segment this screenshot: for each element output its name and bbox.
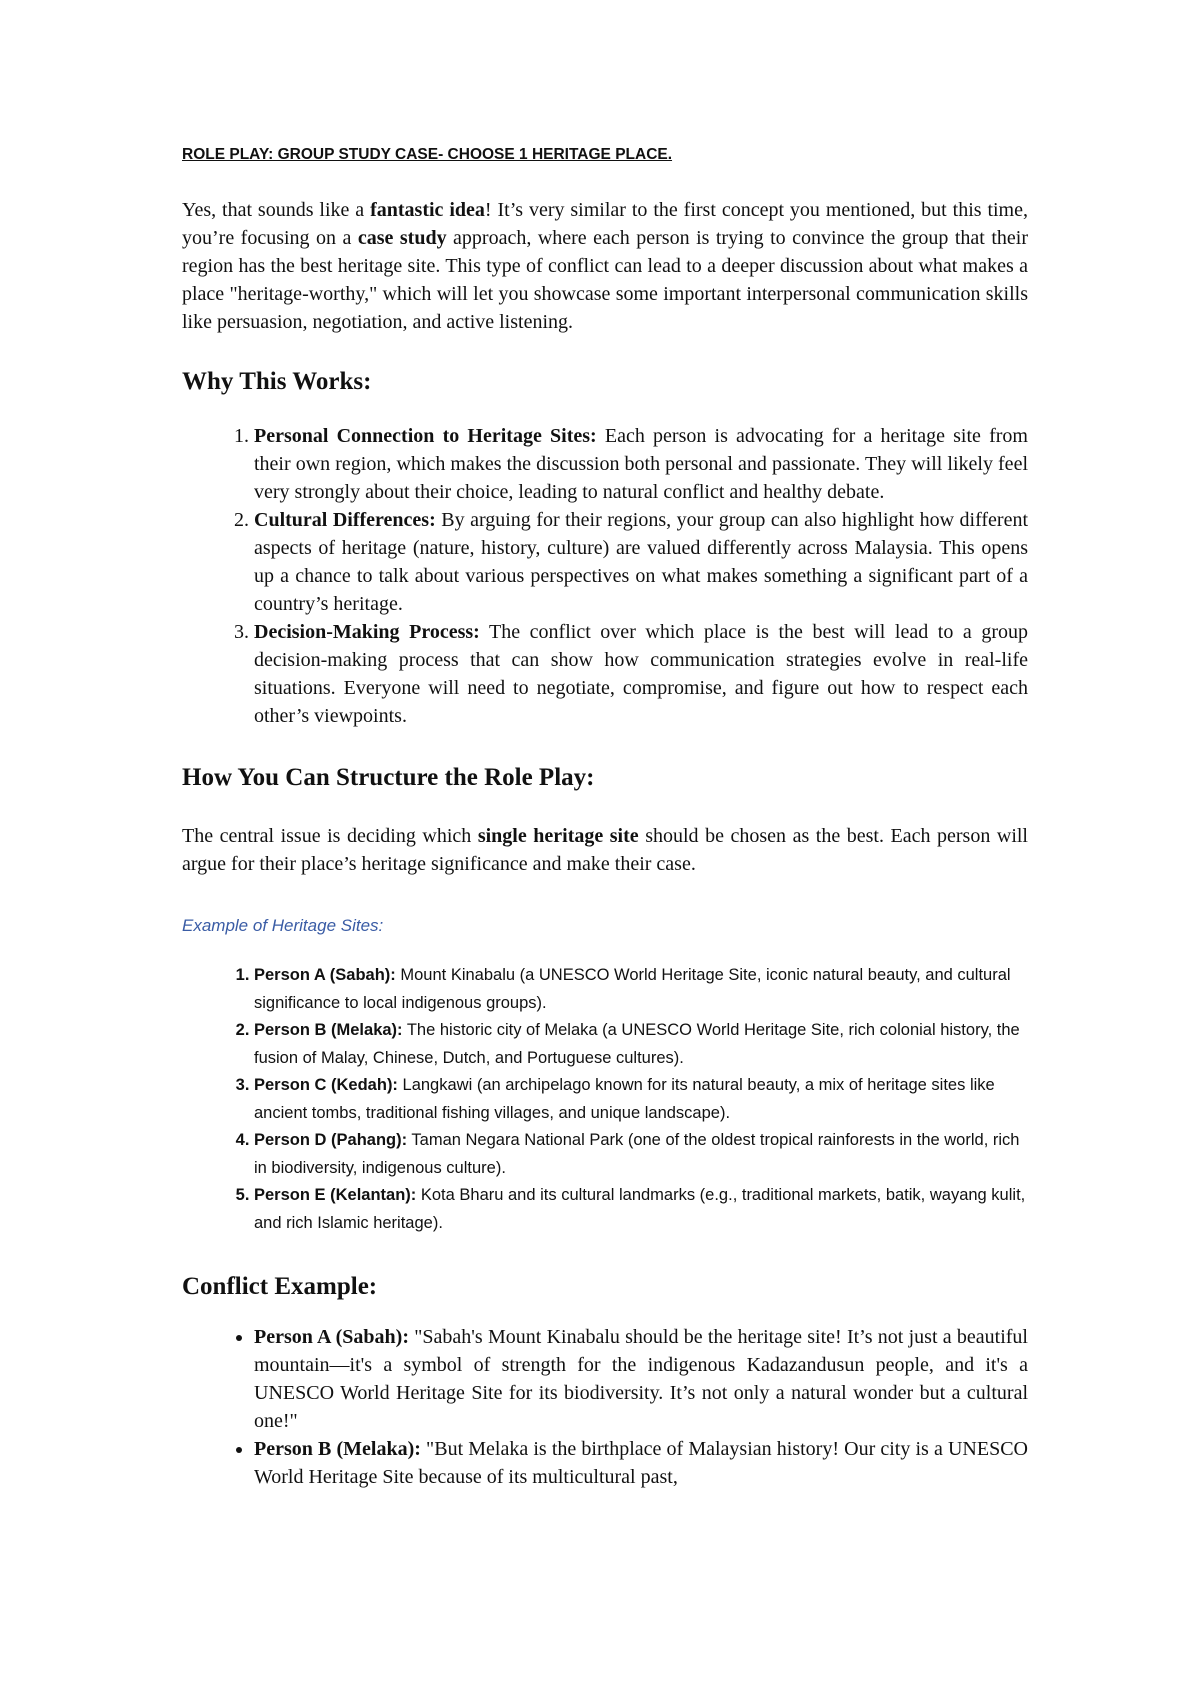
intro-text: approach, where each person is trying to convince the group that their region has the best heritage site. This type of conflict can lead to a deeper discussion about what makes a place "heritage-worthy," which will let you showcase some important interpersonal communication skills like persuasion, negotiation, and active listening. [182, 227, 1028, 333]
example-item [254, 1127, 1028, 1182]
why-item-label: Decision-Making Process: [254, 621, 480, 643]
intro-text: Yes, that sounds like a [182, 199, 371, 221]
how-bold: single heritage site [477, 825, 639, 847]
how-text: The central issue is deciding which [182, 825, 478, 847]
why-item-text: Each person is advocating for a heritage site from their own region, which makes the discussion both personal and passionate. They will likely feel very strongly about their choice, leading to natural conflict and healthy debate. [254, 425, 1028, 503]
example-item [254, 1017, 1028, 1072]
conflict-item-label: Person B (Melaka): [254, 1438, 421, 1460]
why-item-text: By arguing for their regions, your group can also highlight how different aspects of heritage (nature, history, culture) are valued differently across Malaysia. This opens up a chance to talk about various perspectives on what makes something a significant part of a country’s heritage. [254, 509, 1029, 615]
conflict-heading: Conflict Example: [182, 1273, 378, 1300]
examples-label: Example of Heritage Sites: [182, 916, 384, 935]
example-item [254, 1072, 1028, 1127]
example-item-text: Taman Negara National Park (one of the oldest tropical rainforests in the world, rich in biodiversity, indigenous culture). [254, 1131, 1020, 1177]
intro-bold: fantastic idea [370, 199, 485, 221]
example-item [254, 962, 1028, 1017]
example-item-text: Mount Kinabalu (a UNESCO World Heritage Site, iconic natural beauty, and cultural significance to local indigenous groups). [254, 966, 1011, 1012]
intro-bold: case study [357, 227, 447, 249]
how-heading: How You Can Structure the Role Play: [182, 764, 595, 791]
example-item-text: Langkawi (an archipelago known for its natural beauty, a mix of heritage sites like ancient tombs, traditional fishing villages, and unique landscape). [254, 1076, 995, 1122]
conflict-item-text: "But Melaka is the birthplace of Malaysian history! Our city is a UNESCO World Heritage Site because of its multicultural past, [254, 1438, 1028, 1488]
example-item-label: Person D (Pahang): [254, 1131, 408, 1149]
why-item [254, 618, 1028, 730]
why-item [254, 422, 1028, 506]
example-item-text: Kota Bharu and its cultural landmarks (e.g., traditional markets, batik, wayang kulit, and rich Islamic heritage). [254, 1186, 1026, 1232]
example-item-label: Person E (Kelantan): [254, 1186, 417, 1204]
examples-list [182, 962, 1028, 1237]
example-item-text: The historic city of Melaka (a UNESCO World Heritage Site, rich colonial history, the fusion of Malay, Chinese, Dutch, and Portuguese cultures). [254, 1021, 1020, 1067]
document-title: ROLE PLAY: GROUP STUDY CASE- CHOOSE 1 HERITAGE PLACE. [182, 146, 673, 163]
why-item-label: Personal Connection to Heritage Sites: [254, 425, 597, 447]
document-body [182, 146, 1028, 1491]
how-paragraph [182, 822, 1028, 878]
why-item-label: Cultural Differences: [254, 509, 436, 531]
intro-paragraph [182, 196, 1028, 336]
why-list [182, 422, 1028, 730]
conflict-item-label: Person A (Sabah): [254, 1326, 409, 1348]
conflict-item [254, 1323, 1028, 1435]
example-item-label: Person A (Sabah): [254, 966, 396, 984]
example-item-label: Person B (Melaka): [254, 1021, 403, 1039]
why-item-text: The conflict over which place is the best will lead to a group decision-making process that can show how communication strategies evolve in real-life situations. Everyone will need to negotiate, compromise, and figure out how to respect each other’s viewpoints. [254, 621, 1028, 727]
example-item-label: Person C (Kedah): [254, 1076, 398, 1094]
conflict-item-text: "Sabah's Mount Kinabalu should be the heritage site! It’s not just a beautiful mountain—it's a symbol of strength for the indigenous Kadazandusun people, and it's a UNESCO World Heritage Site for its biodiversity. It’s not only a natural wonder but a cultural one!" [254, 1326, 1028, 1432]
intro-text: ! It’s very similar to the first concept you mentioned, but this time, you’re focusing on a [182, 199, 1028, 249]
conflict-item [254, 1435, 1028, 1491]
why-item [254, 506, 1028, 618]
conflict-list [182, 1323, 1028, 1491]
why-heading: Why This Works: [182, 368, 372, 395]
how-text: should be chosen as the best. Each person will argue for their place’s heritage significance and make their case. [182, 825, 1028, 875]
example-item [254, 1182, 1028, 1237]
